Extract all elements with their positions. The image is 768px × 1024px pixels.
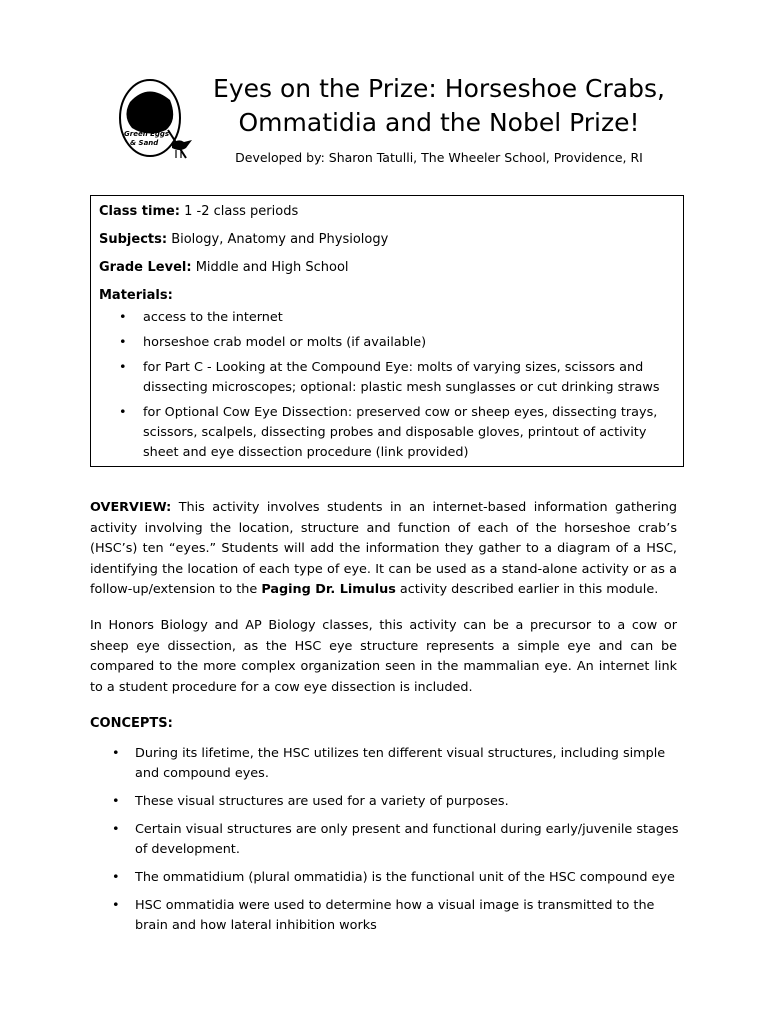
subjects-label: Subjects: (99, 232, 168, 247)
list-item (90, 896, 680, 936)
concept-text: These visual structures are used for a variety of purposes. (135, 794, 509, 809)
list-item (99, 358, 673, 398)
logo-text-line2: & Sand (130, 139, 159, 147)
title-line2: Ommatidia and the Nobel Prize! (238, 108, 640, 137)
grade-label: Grade Level: (99, 260, 192, 275)
class-time-label: Class time: (99, 204, 181, 219)
concepts-heading: CONCEPTS: (90, 716, 173, 731)
green-eggs-and-sand-logo (108, 72, 198, 164)
bullet-icon: • (119, 360, 127, 375)
bullet-icon: • (112, 822, 120, 837)
grade-level (99, 260, 673, 276)
list-item (90, 744, 680, 784)
paging-dr-limulus-ref: Paging Dr. Limulus (261, 582, 396, 597)
logo-text-line1: Green Eggs (124, 130, 170, 138)
page-title (200, 72, 678, 140)
materials (99, 288, 673, 304)
subjects-value: Biology, Anatomy and Physiology (167, 232, 389, 247)
material-text: horseshoe crab model or molts (if available) (143, 335, 427, 350)
list-item (90, 868, 680, 888)
grade-value: Middle and High School (191, 260, 349, 275)
materials-label: Materials: (99, 288, 173, 303)
material-text: access to the internet (143, 310, 283, 325)
overview-paragraph (90, 498, 677, 601)
bullet-icon: • (112, 898, 120, 913)
activity-info-box (90, 195, 684, 467)
overview-text-end: activity described earlier in this module. (395, 582, 659, 597)
material-text: for Part C - Looking at the Compound Eye: molts of varying sizes, scissors and dissecting microscopes; optional: plastic mesh sunglasses or cut drinking straws (143, 360, 660, 395)
material-text: for Optional Cow Eye Dissection: preserved cow or sheep eyes, dissecting trays, scissors, scalpels, dissecting probes and disposable gloves, printout of activity sheet and eye dissection procedure (link provided) (143, 405, 658, 460)
bullet-icon: • (112, 794, 120, 809)
subjects (99, 232, 673, 248)
concept-text: The ommatidium (plural ommatidia) is the functional unit of the HSC compound eye (135, 870, 675, 885)
overview-label: OVERVIEW: (90, 500, 172, 515)
concept-text: During its lifetime, the HSC utilizes ten different visual structures, including simple and compound eyes. (135, 746, 666, 781)
concepts-list (90, 744, 680, 944)
concept-text: Certain visual structures are only present and functional during early/juvenile stages of development. (135, 822, 679, 857)
list-item (99, 403, 673, 463)
bullet-icon: • (112, 746, 120, 761)
class-time (99, 204, 673, 220)
overview-text: This activity involves students in an internet-based information gathering activity involving the location, structure and function of each of the horseshoe crab’s (HSC’s) ten “eyes.” Students will add the information they gather to a diagram of a HSC, identifying the location of each type of eye. It can be used as a stand-alone activity or as a follow-up/extension to the (90, 500, 677, 597)
class-time-value: 1 -2 class periods (180, 204, 299, 219)
bullet-icon: • (119, 310, 127, 325)
list-item (90, 820, 680, 860)
list-item (99, 308, 673, 328)
developer-credit: Developed by: Sharon Tatulli, The Wheeler School, Providence, RI (235, 150, 643, 165)
bullet-icon: • (119, 405, 127, 420)
bullet-icon: • (119, 335, 127, 350)
concept-text: HSC ommatidia were used to determine how a visual image is transmitted to the brain and how lateral inhibition works (135, 898, 655, 933)
list-item (99, 333, 673, 353)
list-item (90, 792, 680, 812)
honors-paragraph: In Honors Biology and AP Biology classes, this activity can be a precursor to a cow or sheep eye dissection, as the HSC eye structure represents a simple eye and can be compared to the more complex organization seen in the mammalian eye. An internet link to a student procedure for a cow eye dissection is included. (90, 618, 677, 695)
bullet-icon: • (112, 870, 120, 885)
materials-list (99, 308, 673, 463)
title-line1: Eyes on the Prize: Horseshoe Crabs, (213, 74, 665, 103)
